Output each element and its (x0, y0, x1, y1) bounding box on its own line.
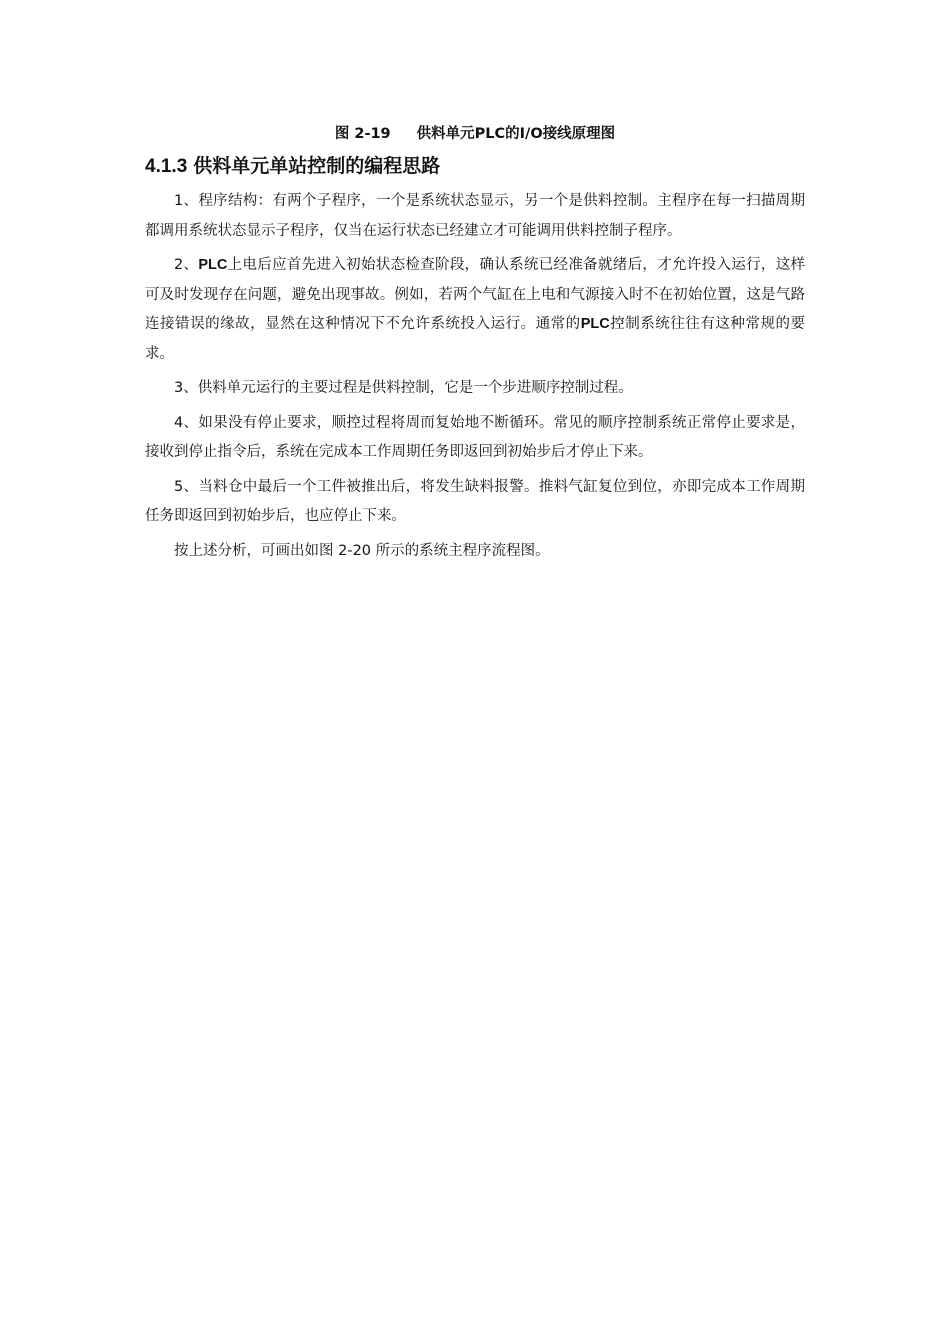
figure-title: 供料单元PLC的I/O接线原理图 (416, 126, 616, 142)
plc-term: PLC (198, 257, 228, 273)
paragraph-2-prefix: 2、 (174, 257, 199, 273)
figure-number: 图 2-19 (334, 126, 391, 142)
section-heading (145, 152, 440, 181)
section-number: 4.1.3 (145, 156, 188, 177)
body-text (145, 187, 805, 571)
paragraph-2 (145, 251, 805, 369)
paragraph-2-end: 控制系统往往有这种常规的要求。 (145, 316, 806, 362)
figure-caption (0, 124, 950, 144)
section-title: 供料单元单站控制的编程思路 (193, 155, 441, 177)
paragraph-5: 5、当料仓中最后一个工件被推出后，将发生缺料报警。推料气缸复位到位，亦即完成本工作周期任务即返回到初始步后，也应停止下来。 (145, 478, 805, 524)
paragraph-4: 4、如果没有停止要求，顺控过程将周而复始地不断循环。常见的顺序控制系统正常停止要求是，接收到停止指令后，系统在完成本工作周期任务即返回到初始步后才停止下来。 (145, 414, 805, 460)
paragraph-2-body: 上电后应首先进入初始状态检查阶段，确认系统已经准备就绪后，才允许投入运行，这样可及时发现存在问题，避免出现事故。例如，若两个气缸在上电和气源接入时不在初始位置，这是气路连接错误的缘故，显然在这种情况下不允许系统投入运行。通常的 (145, 257, 805, 332)
paragraph-6: 按上述分析，可画出如图 2-20 所示的系统主程序流程图。 (174, 542, 550, 559)
plc-term: PLC (580, 316, 610, 332)
paragraph-3: 3、供料单元运行的主要过程是供料控制，它是一个步进顺序控制过程。 (174, 380, 633, 396)
paragraph-1: 1、程序结构：有两个子程序，一个是系统状态显示，另一个是供料控制。主程序在每一扫描周期都调用系统状态显示子程序，仅当在运行状态已经建立才可能调用供料控制子程序。 (145, 193, 805, 239)
